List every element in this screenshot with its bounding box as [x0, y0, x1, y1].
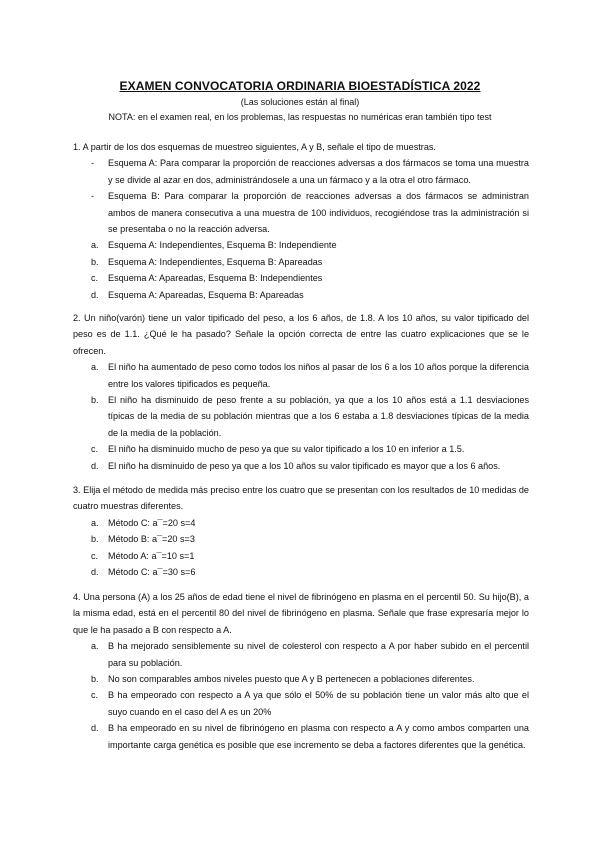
question-stem: 2. Un niño(varón) tiene un valor tipificado del peso, a los 6 años, de 1.8. A los 10 años, su valor tipificado del peso es de 1.1. ¿Qué le ha pasado? Señale la opción correcta de entre las cuatro explicaciones que se le ofrecen.: [73, 313, 529, 356]
option-d[interactable]: [73, 458, 529, 474]
scheme-text: Esquema A: Para comparar la proporción de reacciones adversas a dos fármacos se toma una muestra y se divide al azar en dos, administrándosele a una un fármaco y a la otra el otro fármaco.: [108, 158, 529, 185]
question-stem: 1. A partir de los dos esquemas de muestreo siguientes, A y B, señale el tipo de muestras.: [73, 142, 436, 152]
option-b[interactable]: [73, 531, 529, 547]
exam-note: NOTA: en el examen real, en los problemas, las respuestas no numéricas eran también tipo test: [108, 112, 492, 122]
question-4: [73, 589, 529, 753]
question-stem: 4. Una persona (A) a los 25 años de edad tiene el nivel de fibrinógeno en plasma en el percentil 50. Su hijo(B), a la misma edad, está en el percentil 80 del nivel de fibrinógeno en plasma. Señale que frase expresaría mejor lo que le ha pasado a B con respecto a A.: [73, 592, 529, 635]
option-text: B ha mejorado sensiblemente su nivel de colesterol con respecto a A por haber subido en el percentil para su población.: [108, 641, 529, 668]
option-a[interactable]: [73, 359, 529, 392]
option-c[interactable]: [73, 270, 529, 286]
option-list: [73, 515, 529, 581]
option-marker: a.: [91, 240, 99, 251]
option-text: Método C: a¯=20 s=4: [108, 517, 196, 528]
option-marker: b.: [91, 534, 99, 545]
option-marker: c.: [91, 690, 99, 701]
option-d[interactable]: [73, 564, 529, 580]
option-d[interactable]: [73, 287, 529, 303]
option-text: Esquema A: Apareadas, Esquema B: Apareadas: [108, 289, 304, 300]
option-list: [73, 638, 529, 753]
option-text: El niño ha disminuido mucho de peso ya que su valor tipificado a los 10 en inferior a 1.5.: [108, 444, 465, 455]
bullet-marker: -: [91, 191, 95, 202]
option-marker: b.: [91, 674, 99, 685]
question-1: [73, 139, 529, 303]
option-a[interactable]: [73, 638, 529, 671]
question-3: [73, 482, 529, 580]
scheme-list: [73, 155, 529, 237]
option-marker: a.: [91, 362, 99, 373]
option-list: [73, 237, 529, 303]
option-a[interactable]: [73, 237, 529, 253]
exam-title: EXAMEN CONVOCATORIA ORDINARIA BIOESTADÍSTICA 2022: [119, 79, 481, 93]
option-text: Esquema A: Apareadas, Esquema B: Independientes: [108, 273, 323, 284]
option-marker: d.: [91, 567, 99, 578]
option-text: El niño ha disminuido de peso ya que a los 10 años su valor tipificado es mayor que a los 6 años.: [108, 460, 501, 471]
option-c[interactable]: [73, 548, 529, 564]
option-c[interactable]: [73, 687, 529, 720]
option-b[interactable]: [73, 671, 529, 687]
option-text: B ha empeorado en su nivel de fibrinógeno en plasma con respecto a A y como ambos comparten una importante carga genética es posible que ese incremento se deba a factores diferentes que la genética.: [108, 723, 529, 750]
scheme-item: [73, 188, 529, 237]
option-marker: d.: [91, 289, 99, 300]
exam-subtitle: (Las soluciones están al final): [240, 97, 360, 107]
question-stem: 3. Elija el método de medida más preciso entre los cuatro que se presentan con los resultados de 10 medidas de cuatro muestras diferentes.: [73, 485, 529, 512]
option-text: El niño ha aumentado de peso como todos los niños al pasar de los 6 a los 10 años porque la diferencia entre los valores tipificados es pequeña.: [108, 362, 529, 389]
option-marker: a.: [91, 641, 99, 652]
option-marker: c.: [91, 550, 99, 561]
option-text: Método B: a¯=20 s=3: [108, 534, 195, 545]
option-text: Método C: a¯=30 s=6: [108, 567, 196, 578]
option-text: Esquema A: Independientes, Esquema B: Independiente: [108, 240, 337, 251]
bullet-marker: -: [91, 158, 95, 169]
option-a[interactable]: [73, 515, 529, 531]
option-marker: d.: [91, 723, 99, 734]
option-marker: b.: [91, 256, 99, 267]
option-list: [73, 359, 529, 474]
option-c[interactable]: [73, 441, 529, 457]
scheme-text: Esquema B: Para comparar la proporción de reacciones adversas a dos fármacos se administran ambos de manera consecutiva a una muestra de 100 individuos, recogiéndose tras la administración si se presentaba o no la reacción adversa.: [108, 191, 529, 235]
option-text: No son comparables ambos niveles puesto que A y B pertenecen a poblaciones diferentes.: [108, 674, 475, 685]
option-text: El niño ha disminuido de peso frente a su población, ya que a los 10 años está a 1.1 desviaciones típicas de la media de su población mientras que a los 6 estaba a 1.8 desviaciones típicas de la media de la media de la población.: [108, 395, 529, 438]
question-2: [73, 310, 529, 474]
option-marker: a.: [91, 517, 99, 528]
option-text: Método A: a¯=10 s=1: [108, 550, 195, 561]
option-text: Esquema A: Independientes, Esquema B: Apareadas: [108, 256, 323, 267]
scheme-item: [73, 155, 529, 188]
option-text: B ha empeorado con respecto a A ya que sólo el 50% de su población tiene un valor más alto que el suyo cuando en el caso del A es un 20%: [108, 690, 529, 717]
option-marker: d.: [91, 460, 99, 471]
option-b[interactable]: [73, 254, 529, 270]
option-b[interactable]: [73, 392, 529, 441]
option-d[interactable]: [73, 720, 529, 753]
option-marker: c.: [91, 273, 99, 284]
option-marker: b.: [91, 395, 99, 406]
option-marker: c.: [91, 444, 99, 455]
